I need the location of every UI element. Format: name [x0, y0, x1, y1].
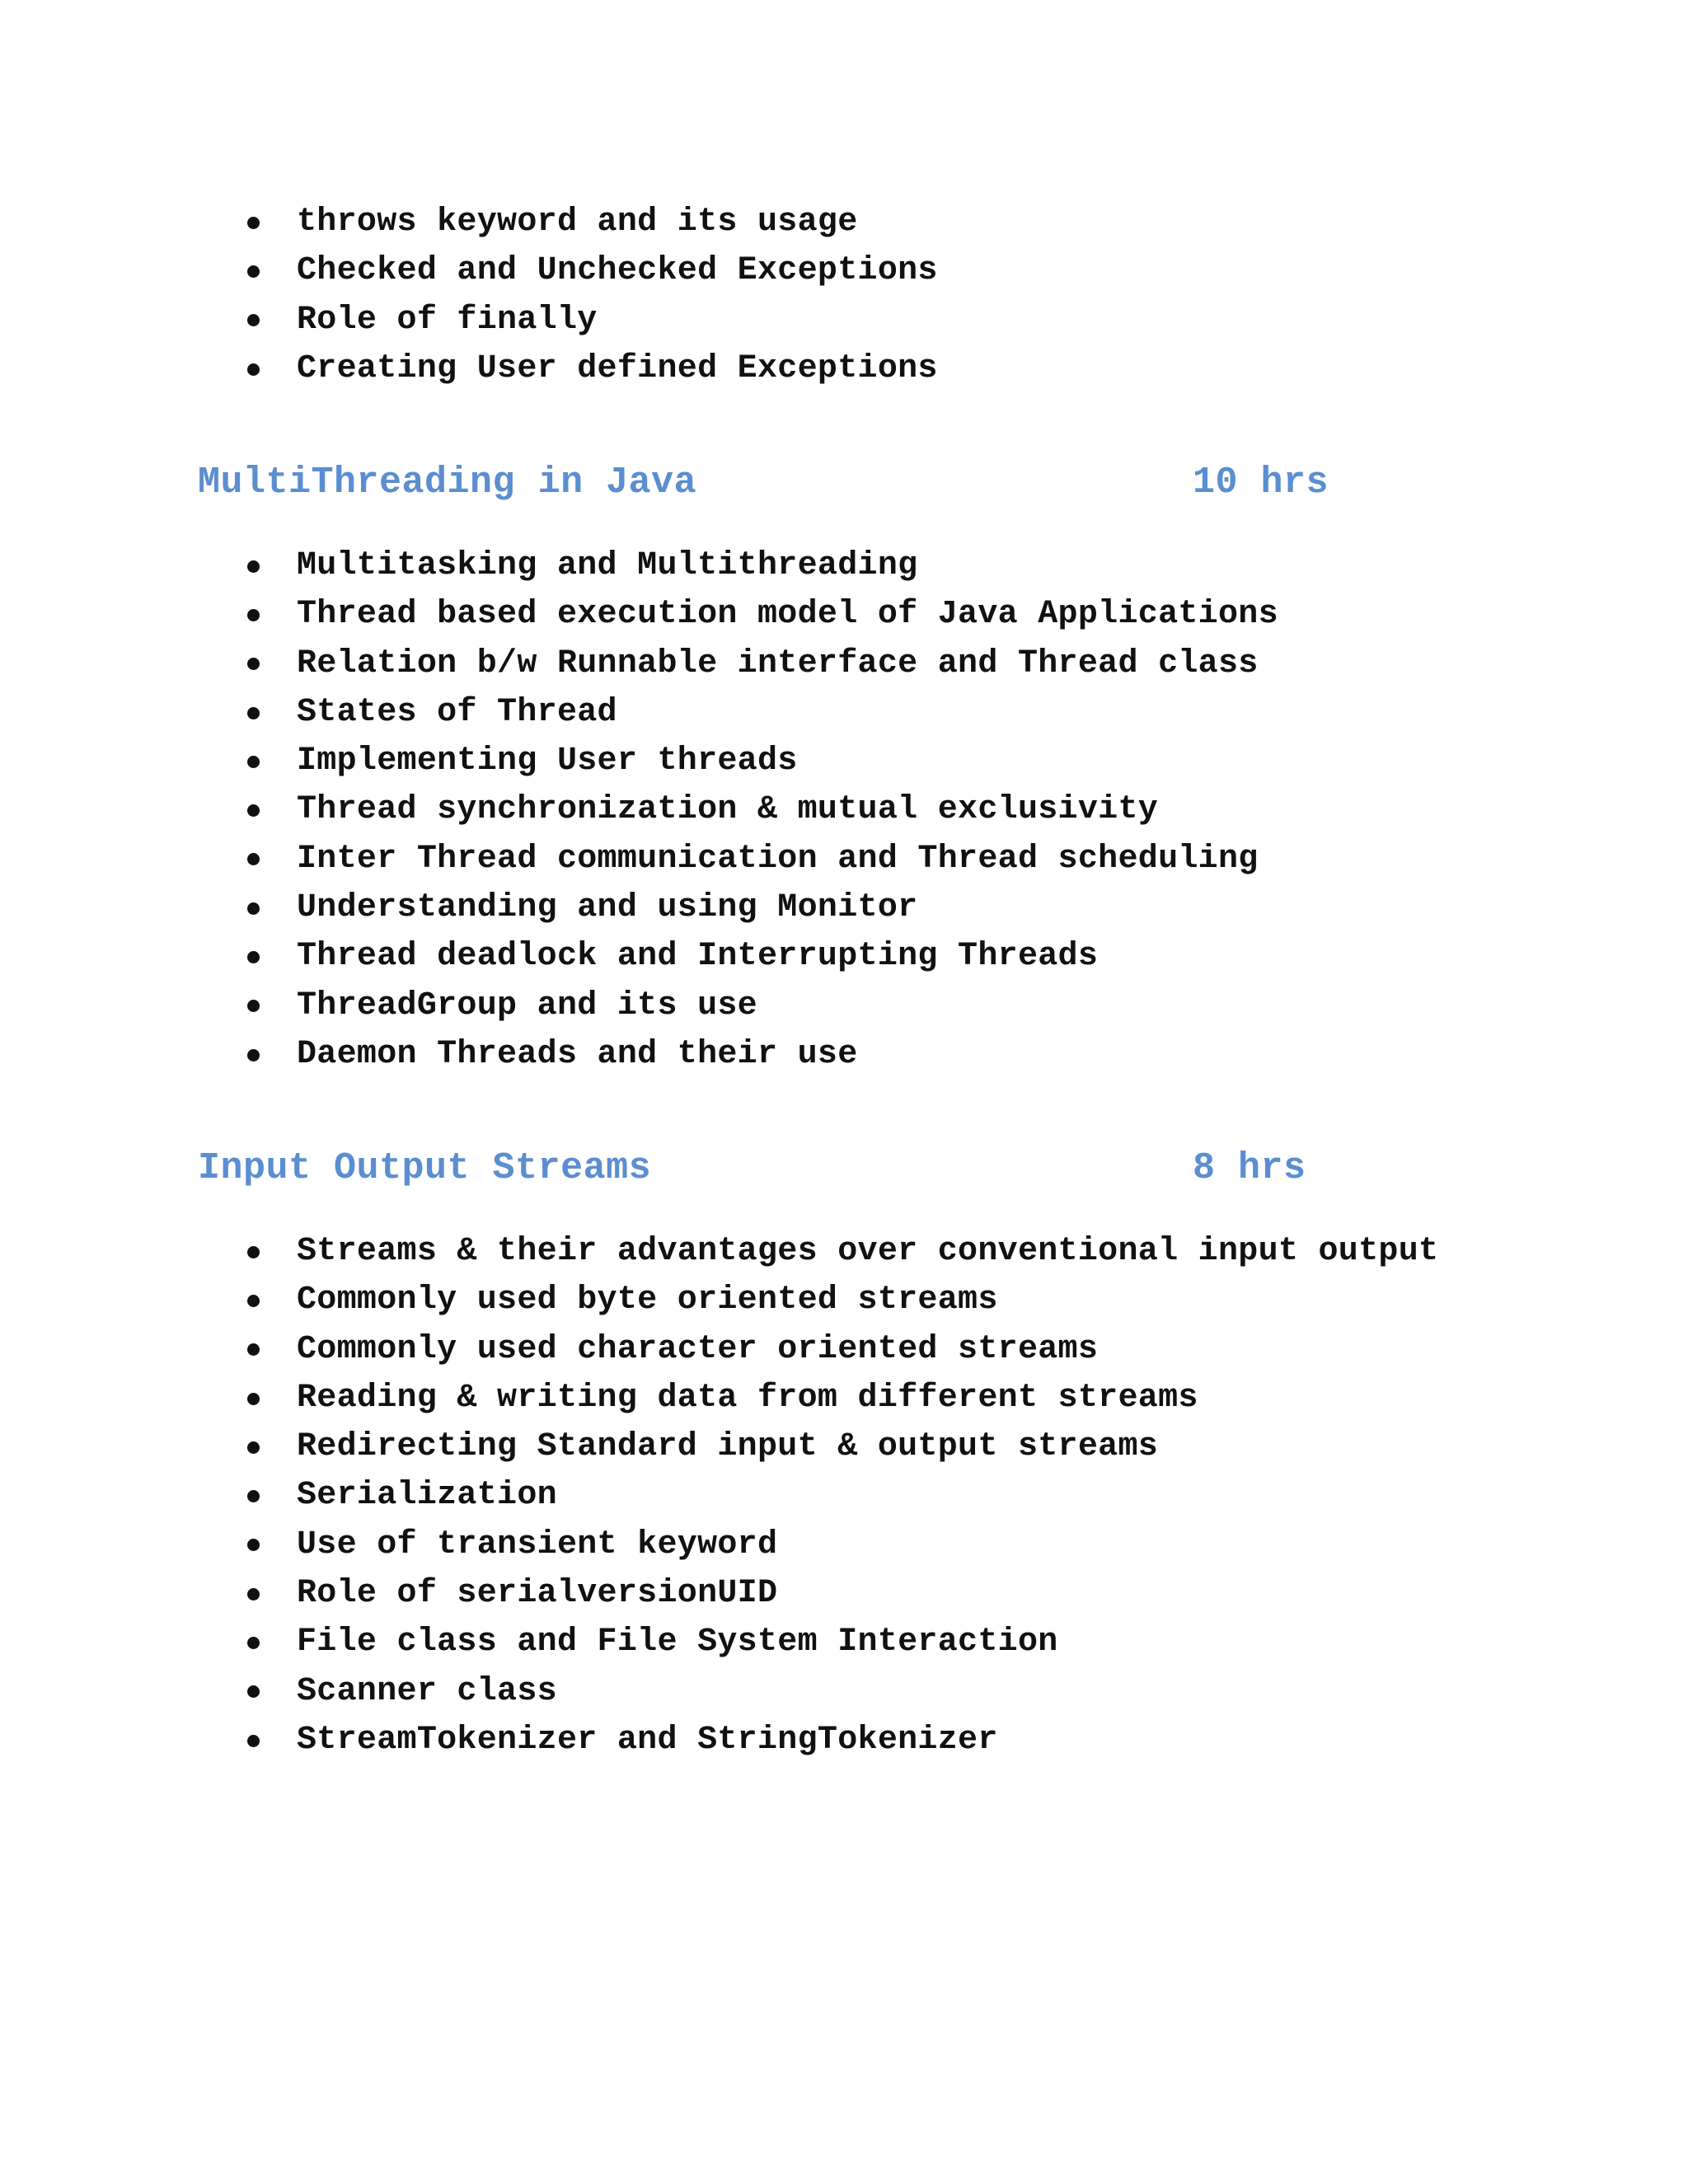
- bullet-icon: [247, 756, 260, 768]
- bullet-icon: [247, 609, 260, 621]
- bullet-icon: [247, 1539, 260, 1551]
- bullet-icon: [247, 1246, 260, 1258]
- bullet-icon: [247, 217, 260, 229]
- bullet-icon: [247, 1588, 260, 1601]
- document-page: throws keyword and its usage Checked and Unchecked Exceptions Role of finally Creating User defined Exceptions MultiThreading in Java 10 hrs Multitasking and Multithreading Thread based execution model of Java Applications Relation b/w Runnable interface and Thread class States of Thread Implementing User threads Thread synchronization & mutual exclusivity Inter Thread communication and Thread scheduling Understanding and using Monitor Thread deadlock and Interrupting Threads ThreadGroup and its use Daemon Threads and their use Input Output Streams 8 hrs Streams & their advantages over conventional input output Commonly used byte oriented streams Commonly used character oriented streams Reading & writing data from different streams Redirecting Standard input & output streams Serialization Use of transient keyword Role of serialversionUID File class and File System Interaction Scanner class StreamTokenizer and StringTokenizer: [198, 204, 1439, 1759]
- bullet-icon: [247, 314, 260, 326]
- bullet-icon: [247, 1000, 260, 1012]
- bullet-icon: [247, 951, 260, 963]
- bullet-icon: [247, 658, 260, 670]
- bullet-icon: [247, 560, 260, 573]
- bullet-icon: [247, 902, 260, 915]
- section-hours-io-streams: 8 hrs: [1193, 1147, 1306, 1189]
- section-title-io-streams: Input Output Streams: [198, 1147, 652, 1189]
- bullet-icon: [247, 1295, 260, 1307]
- bullet-icon: [247, 707, 260, 719]
- bullet-icon: [247, 1685, 260, 1698]
- bullet-icon: [247, 265, 260, 278]
- bullet-icon: [247, 1441, 260, 1454]
- bullet-icon: [247, 1393, 260, 1405]
- bullet-icon: [247, 1735, 260, 1747]
- bullet-icon: [247, 853, 260, 865]
- bullet-icon: [247, 1049, 260, 1062]
- section-hours-multithreading: 10 hrs: [1193, 462, 1329, 504]
- section-title-multithreading: MultiThreading in Java: [198, 462, 697, 504]
- bullet-icon: [247, 363, 260, 376]
- bullet-icon: [247, 1490, 260, 1502]
- bullet-icon: [247, 1637, 260, 1649]
- bullet-icon: [247, 1343, 260, 1356]
- bullet-icon: [247, 804, 260, 817]
